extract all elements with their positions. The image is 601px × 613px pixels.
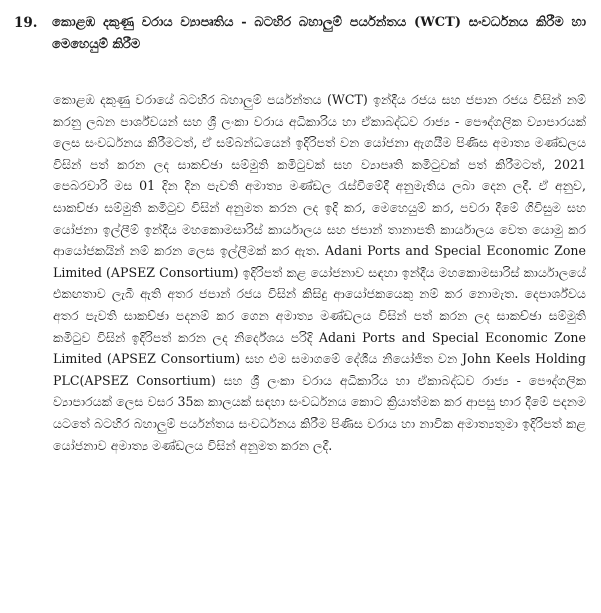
item-heading xyxy=(14,12,586,56)
item-number: 19. xyxy=(14,15,38,31)
body-paragraph: කොළඹ දකුණු වරායේ බටහිර බහාලුම් පර්යන්තය (WCT) ඉන්දීය රජය සහ ජපාන රජය විසින් නම් කරනු ලබන පාර්ශ්වයන් සහ ශ්‍රී ලංකා වරාය අධිකාරිය හා ඒකාබද්ධව රාජ්‍ය - පෞද්ගලික ව්‍යාපාරයක් ලෙස සංවර්ධනය කිරීමටත්, ඒ සම්බන්ධයෙන් ඉදිරිපත් වන යෝජනා ඇගයීම පිණිස අමාත්‍ය මණ්ඩලය විසින් පත් කරන ලද සාකච්ඡා සම්මුති කමිටුවක් සහ ව්‍යාපෘති කමිටුවක් පත් කිරීමටත්, 2021 පෙබරවාරි මස 01 දින දින පැවති අමාත්‍ය මණ්ඩල රැස්වීමේදී අනුමැතිය ලබා දෙන ලදී. ඒ අනුව, සාකච්ඡා සම්මුති කමිටුව විසින් අනුමත කරන ලද ඉදි කර, මෙහෙයුම් කර, පවරා දීමේ ගිවිසුම සහ යෝජනා ඉල්ලීම් ඉන්දීය මහකොමසාරිස් කාර්යාලය සහ ජපාන් තානාපති කාර්යාලය වෙත යොමු කර ආයෝජකයින් නම් කරන ලෙස ඉල්ලීමක් කර ඇත. Adani Ports and Special Economic Zone Limited (APSEZ Consortium) ඉදිරිපත් කළ යෝජනාව සඳහා ඉන්දීය මහකොමසාරිස් කාර්යාලයේ එකඟතාව ලැබී ඇති අතර ජපාන් රජය විසින් කිසිදු ආයෝජකයෙකු නම් කර නොමැත. දෙපාර්ශ්වය අතර පැවති සාකච්ඡා පදනම් කර ගෙන අමාත්‍ය මණ්ඩලය විසින් පත් කරන ලද සාකච්ඡා සම්මුති කමිටුව විසින් ඉදිරිපත් කරන ලද නිර්දේශය පරිදි Adani Ports and Special Economic Zone Limited (APSEZ Consortium) සහ එම සමාගමේ දේශීය නියෝජිත වන John Keels Holding PLC(APSEZ Consortium) සහ ශ්‍රී ලංකා වරාය අධිකාරිය හා ඒකාබද්ධව රාජ්‍ය - පෞද්ගලික ව්‍යාපාරයක් ලෙස වසර 35ක කාලයක් සඳහා සංවර්ධනය කොට ක්‍රියාත්මක කර ආපසු භාර දීමේ පදනම යටතේ බටහිර බහාලුම් පර්යන්තය සංවර්ධනය කිරීම පිණිස වරාය හා නාවික අමාත්‍යතුමා ඉදිරිපත් කළ යෝජනාව අමාත්‍ය මණ්ඩලය විසින් අනුමත කරන ලදී. xyxy=(53,92,586,453)
item-title: කොළඹ දකුණු වරාය ව්‍යාපෘතිය - බටහිර බහාලුම් පර්යන්තය (WCT) සංවර්ධනය කිරීම හා මෙහෙයුම් කිරීම xyxy=(52,15,586,52)
